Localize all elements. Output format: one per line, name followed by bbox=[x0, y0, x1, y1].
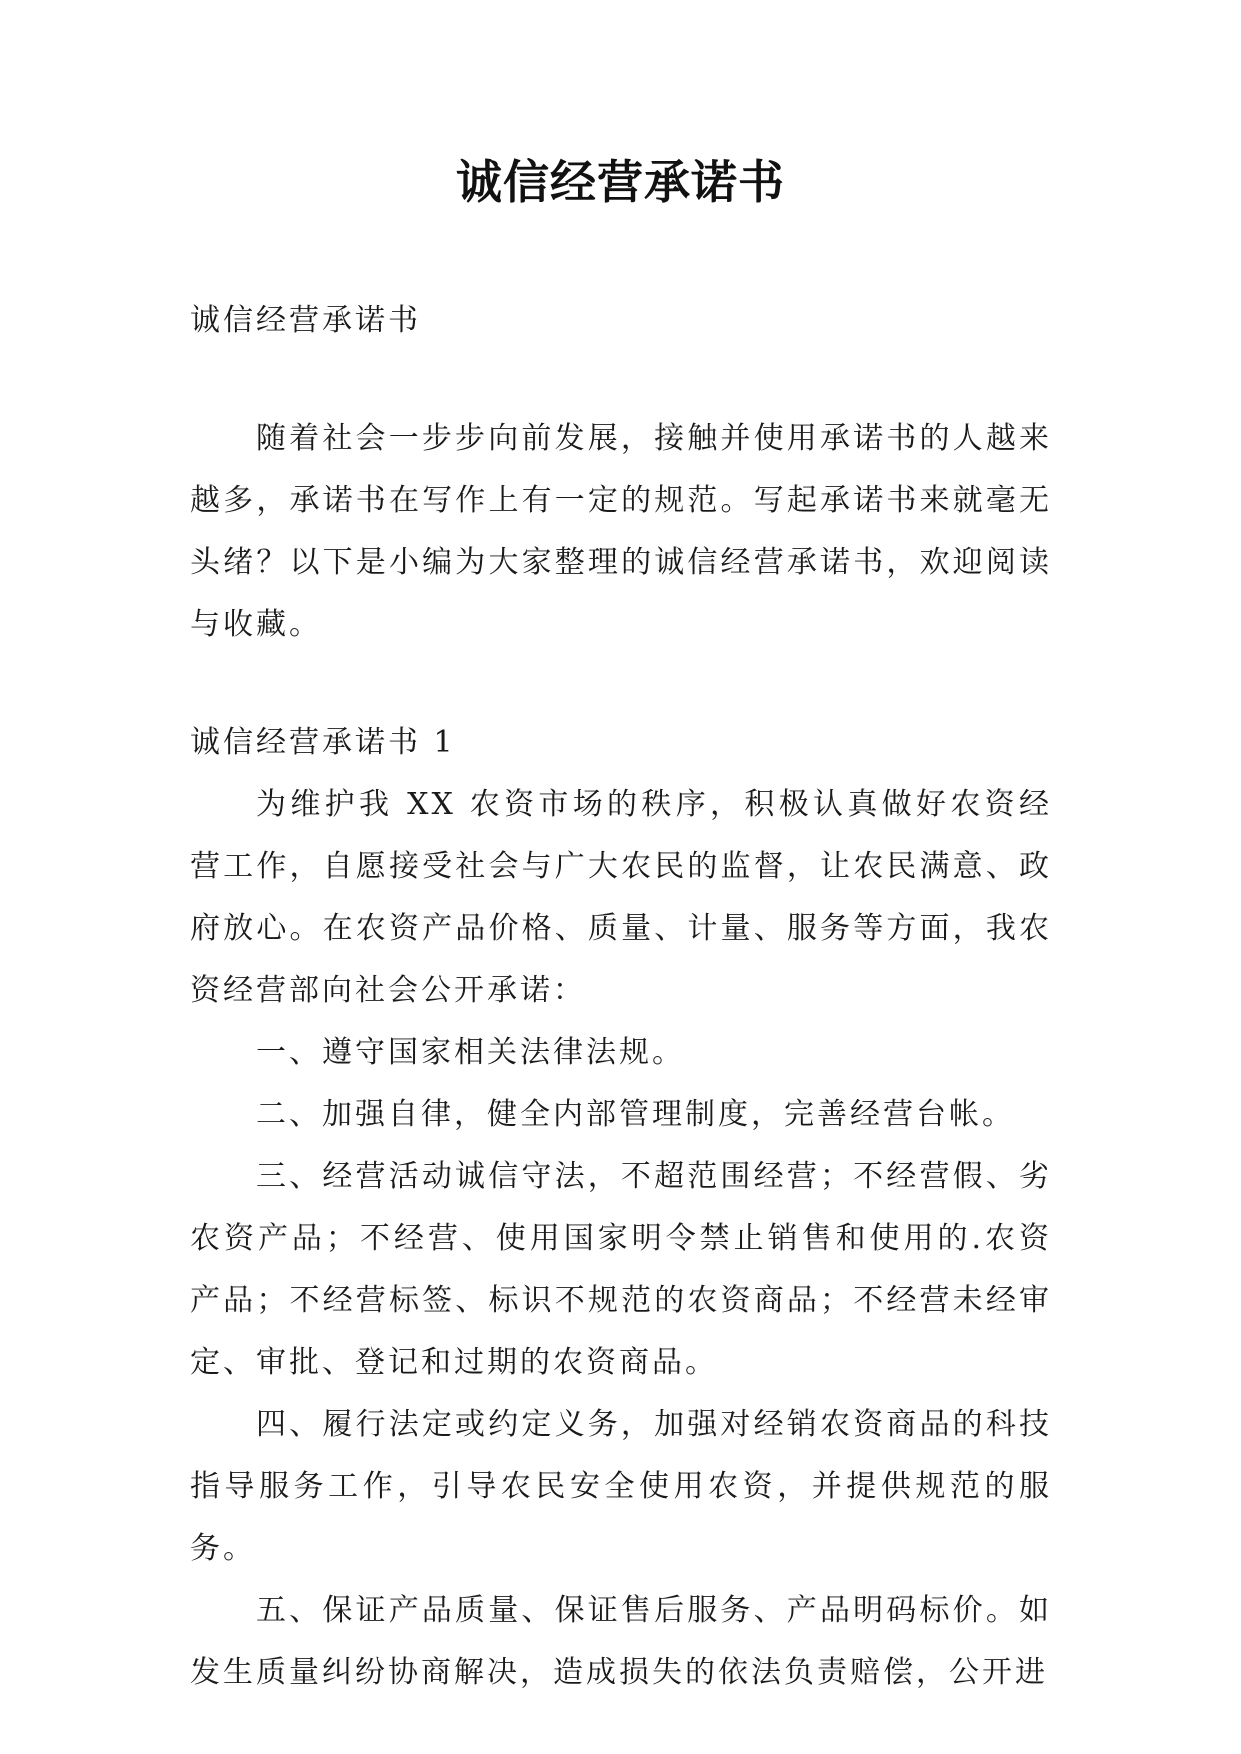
paragraph: 为维护我 XX 农资市场的秩序，积极认真做好农资经营工作，自愿接受社会与广大农民的监督，让农民满意、政府放心。在农资产品价格、质量、计量、服务等方面，我农资经营部向社会公开承诺： bbox=[190, 787, 1052, 1008]
paragraph: 四、履行法定或约定义务，加强对经销农资商品的科技指导服务工作，引导农民安全使用农资，并提供规范的服务。 bbox=[190, 1407, 1052, 1566]
paragraph: 五、保证产品质量、保证售后服务、产品明码标价。如发生质量纠纷协商解决，造成损失的依法负责赔偿，公开进 bbox=[190, 1593, 1052, 1690]
document-body bbox=[190, 290, 1052, 1704]
document-subtitle: 诚信经营承诺书 bbox=[190, 303, 421, 338]
section-heading: 诚信经营承诺书 1 bbox=[190, 725, 456, 760]
paragraph: 一、遵守国家相关法律法规。 bbox=[256, 1035, 685, 1070]
paragraph: 三、经营活动诚信守法，不超范围经营；不经营假、劣农资产品；不经营、使用国家明令禁止销售和使用的.农资产品；不经营标签、标识不规范的农资商品；不经营未经审定、审批、登记和过期的农资商品。 bbox=[190, 1159, 1052, 1380]
spacer bbox=[190, 656, 1052, 712]
spacer bbox=[190, 352, 1052, 408]
paragraph: 二、加强自律，健全内部管理制度，完善经营台帐。 bbox=[256, 1097, 1015, 1132]
document-title: 诚信经营承诺书 bbox=[456, 155, 785, 209]
intro-paragraph: 随着社会一步步向前发展，接触并使用承诺书的人越来越多，承诺书在写作上有一定的规范。写起承诺书来就毫无头绪？以下是小编为大家整理的诚信经营承诺书，欢迎阅读与收藏。 bbox=[190, 421, 1052, 642]
